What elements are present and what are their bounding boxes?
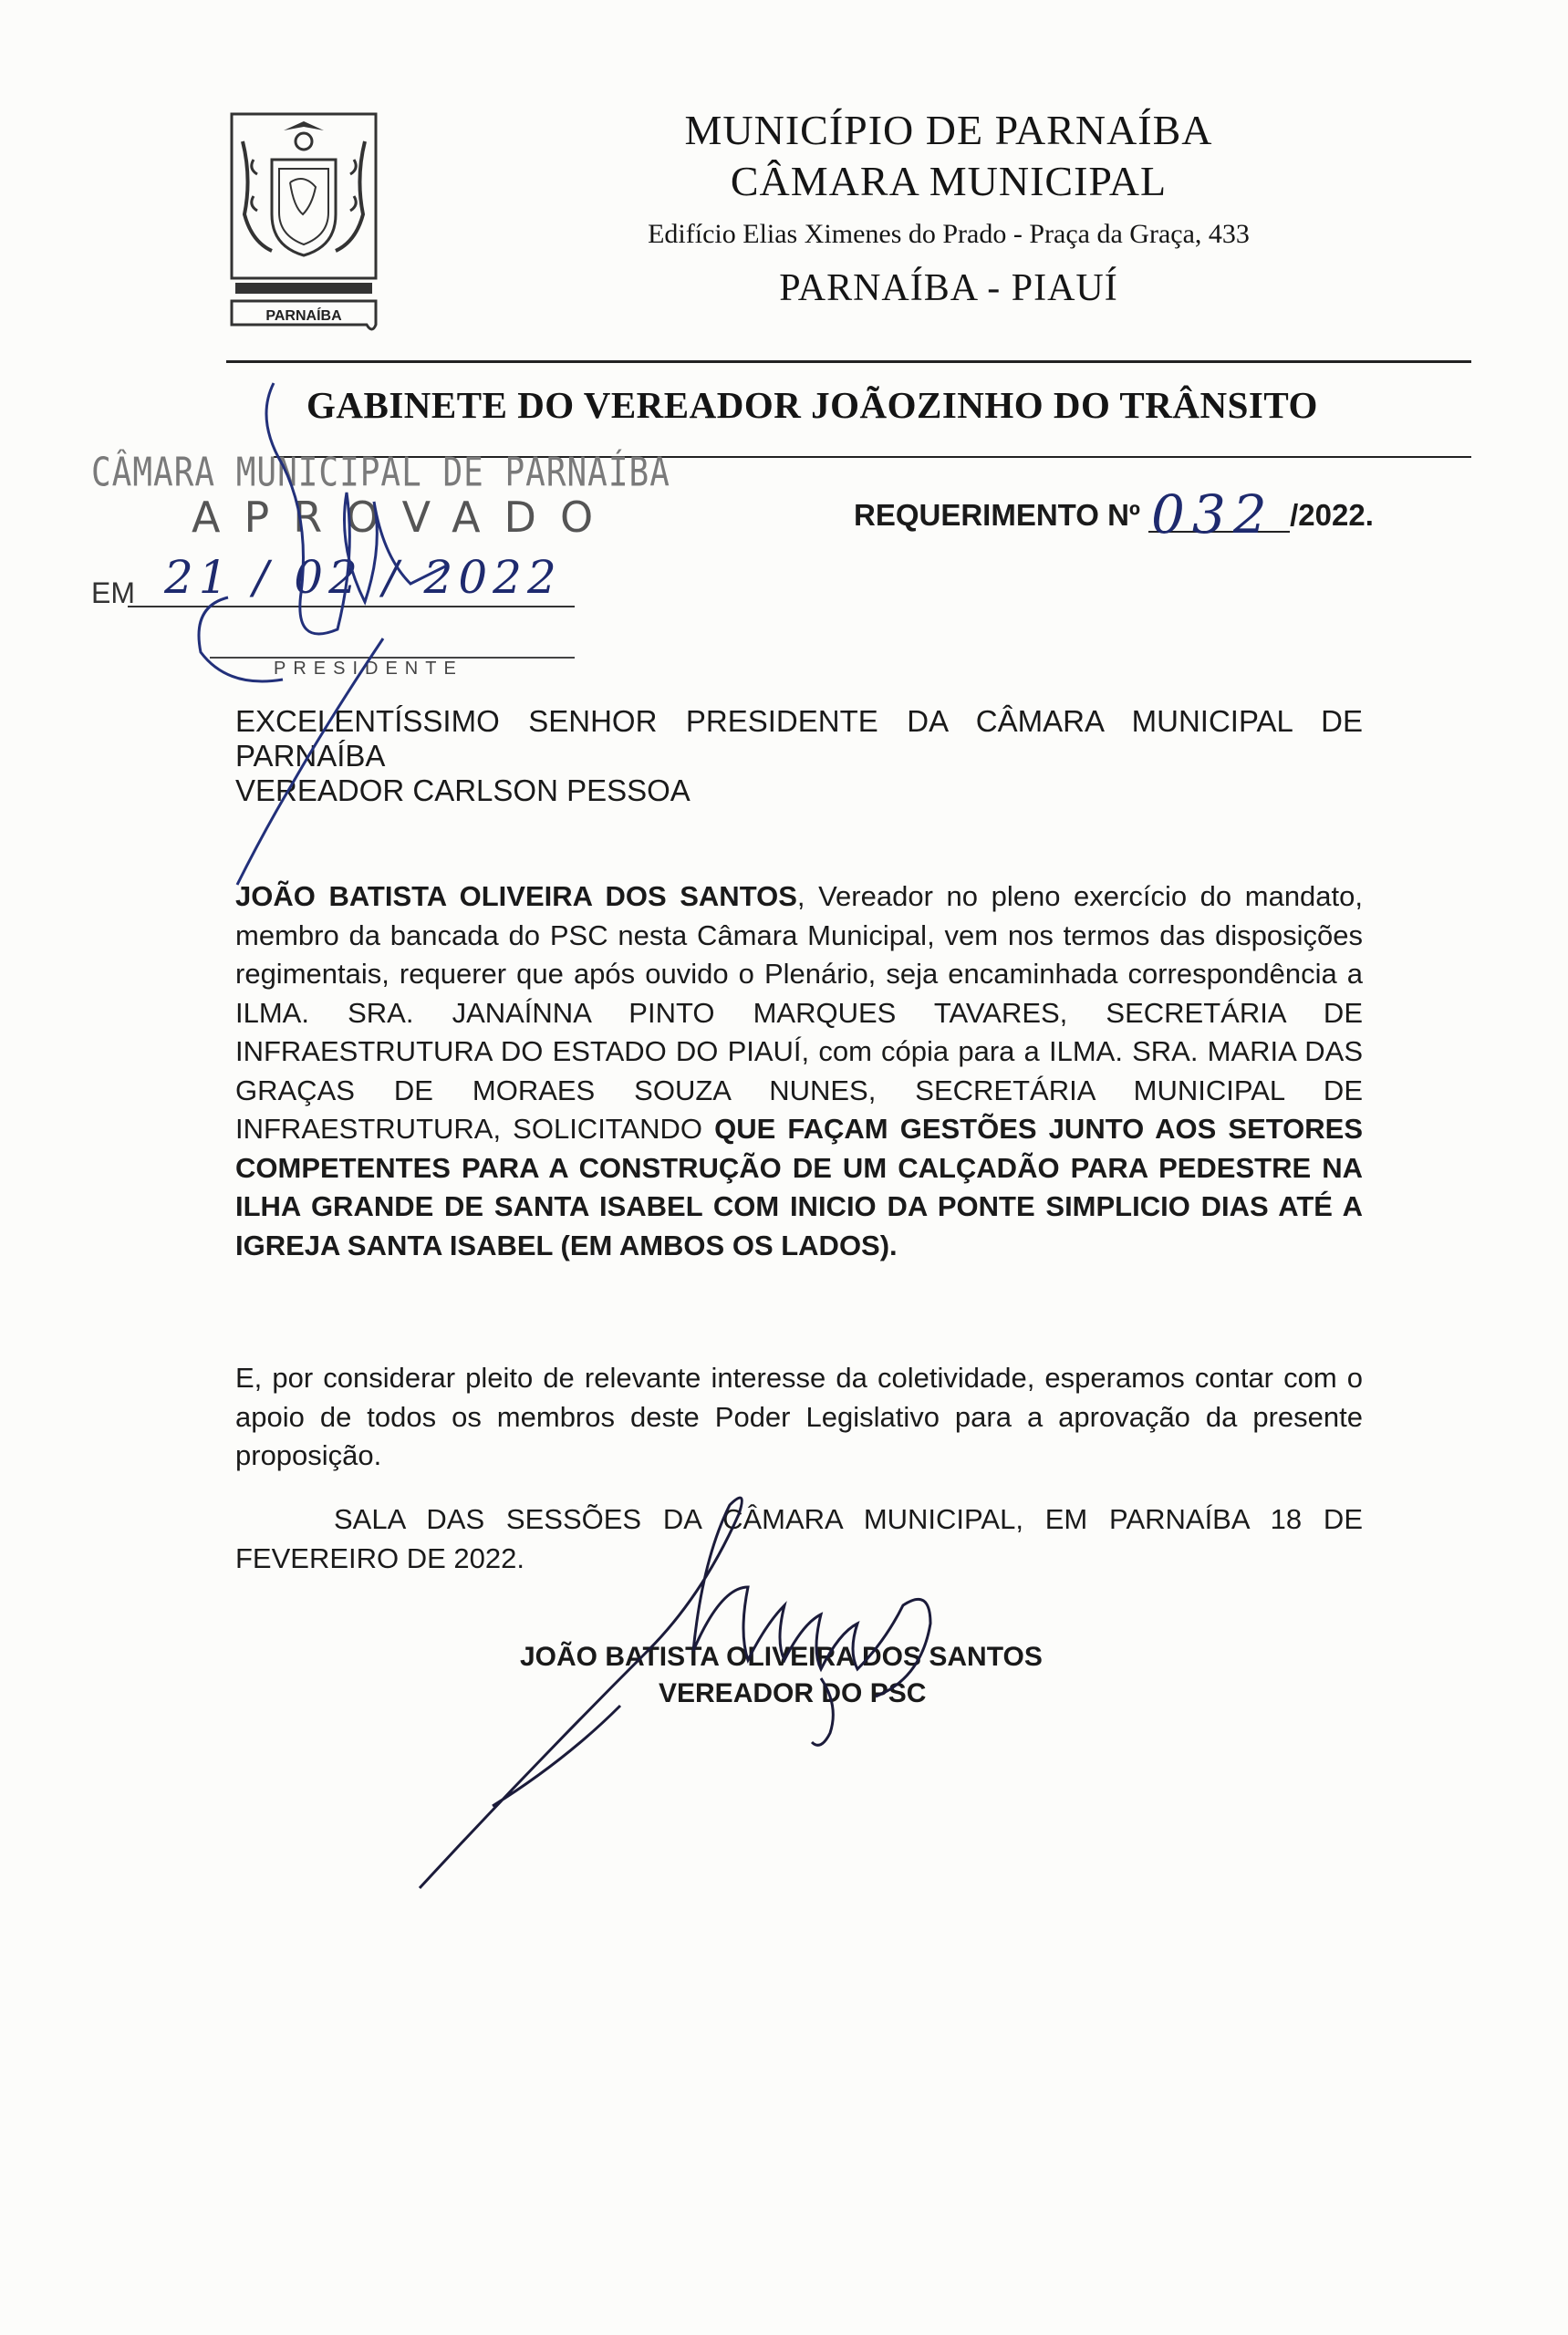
addressee-block xyxy=(235,704,1363,808)
svg-text:PARNAÍBA: PARNAÍBA xyxy=(265,308,342,324)
requerimento-number-line xyxy=(1148,505,1290,533)
addressee-line-1: EXCELENTÍSSIMO SENHOR PRESIDENTE DA CÂMARA MUNICIPAL DE xyxy=(235,704,1363,738)
header-divider xyxy=(226,360,1471,363)
addressee-line-3: VEREADOR CARLSON PESSOA xyxy=(235,773,691,807)
body-paragraph-1 xyxy=(235,877,1363,1265)
stamp-date-line xyxy=(128,606,575,607)
author-name: JOÃO BATISTA OLIVEIRA DOS SANTOS xyxy=(235,880,797,912)
header-camara: CÂMARA MUNICIPAL xyxy=(730,158,1168,204)
requerimento-number xyxy=(854,498,1374,533)
stamp-camara: CÂMARA MUNICIPAL DE PARNAÍBA xyxy=(91,450,670,496)
stamp-aprovado: APROVADO xyxy=(192,493,618,542)
requerimento-label: REQUERIMENTO Nº xyxy=(854,498,1140,532)
stamp-presidente: PRESIDENTE xyxy=(274,659,463,679)
header-cidade: PARNAÍBA - PIAUÍ xyxy=(779,267,1118,309)
gabinete-title: GABINETE DO VEREADOR JOÃOZINHO DO TRÂNSITO xyxy=(306,384,1318,426)
stamp-em-label: EM xyxy=(91,576,135,609)
request-highlight: QUE FAÇAM GESTÕES JUNTO AOS SETORES COMPETENTES PARA A CONSTRUÇÃO DE UM CALÇADÃO PARA PEDESTRE NA ILHA GRANDE DE SANTA ISABEL COM INICIO DA PONTE SIMPLICIO DIAS ATÉ A IGREJA SANTA ISABEL (EM AMBOS OS LADOS). xyxy=(235,1113,1364,1261)
header-municipio: MUNICÍPIO DE PARNAÍBA xyxy=(684,107,1213,153)
body-paragraph-3: SALA DAS SESSÕES DA CÂMARA MUNICIPAL, EM PARNAÍBA 18 DE FEVEREIRO DE 2022. xyxy=(235,1503,1363,1574)
requerimento-handwritten-number: 032 xyxy=(1151,483,1274,545)
addressee-line-2: PARNAÍBA xyxy=(235,739,386,773)
header-endereco: Edifício Elias Ximenes do Prado - Praça da Graça, 433 xyxy=(648,219,1250,249)
stamp-handwritten-date: 21 / 02 / 2022 xyxy=(164,551,562,604)
body-paragraph-1-text: , Vereador no pleno exercício do mandato, membro da bancada do PSC nesta Câmara Municipal, vem nos termos das disposições regimentais, requerer que após ouvido o Plenário, seja encaminhada correspondência a ILMA. SRA. JANAÍNNA PINTO MARQUES TAVARES, SECRETÁRIA DE INFRAESTRUTURA DO ESTADO DO PIAUÍ, com cópia para a ILMA. SRA. MARIA DAS GRAÇAS DE MORAES SOUZA NUNES, SECRETÁRIA MUNICIPAL DE INFRAESTRUTURA, SOLICITANDO xyxy=(235,880,1364,1145)
signature-role: VEREADOR DO PSC xyxy=(659,1678,927,1708)
signature-name: JOÃO BATISTA OLIVEIRA DOS SANTOS xyxy=(520,1642,1043,1672)
body-paragraph-2: E, por considerar pleito de relevante interesse da coletividade, esperamos contar com o apoio de todos os membros deste Poder Legislativo para a aprovação da presente proposição. xyxy=(235,1362,1363,1471)
requerimento-year: /2022. xyxy=(1290,498,1374,532)
municipal-coat-of-arms-icon xyxy=(226,105,381,342)
